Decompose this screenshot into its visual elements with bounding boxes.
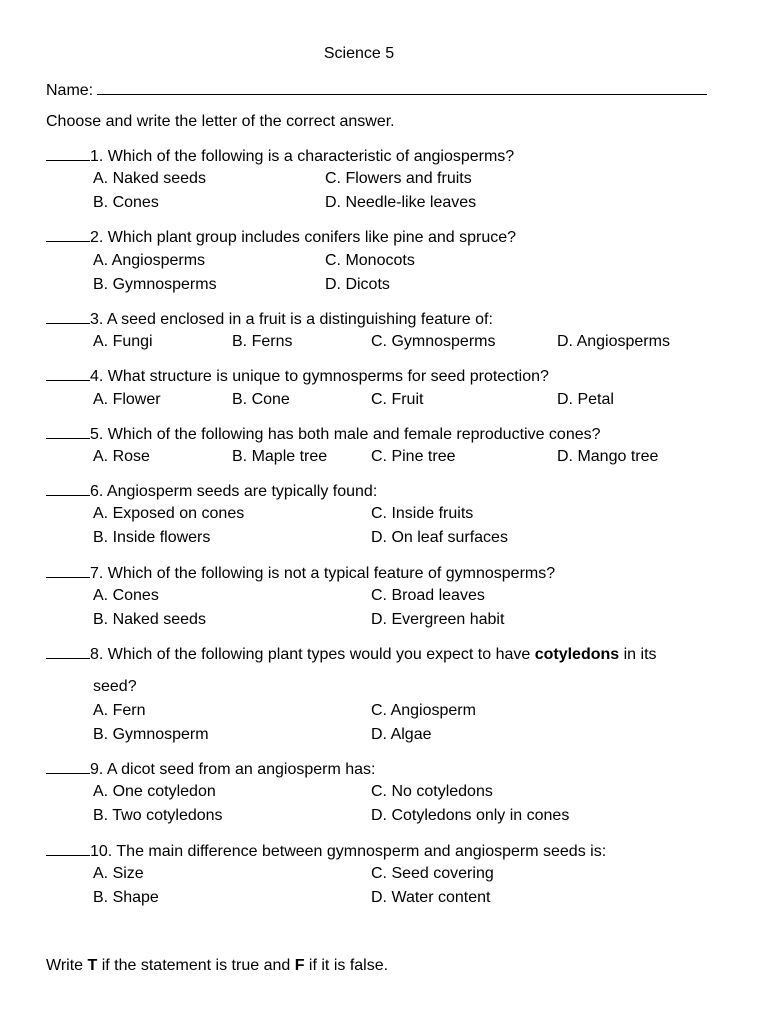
option-b: B. Naked seeds bbox=[93, 611, 206, 628]
answer-blank[interactable] bbox=[46, 562, 90, 578]
part2-instructions bbox=[46, 956, 388, 976]
option-a: A. Angiosperms bbox=[93, 252, 206, 269]
option-d: D. Dicots bbox=[325, 276, 390, 293]
option-c: C. Pine tree bbox=[371, 448, 456, 465]
option-b: B. Inside flowers bbox=[93, 529, 211, 546]
name-label: Name: bbox=[46, 82, 94, 99]
question-stem: 3. A seed enclosed in a fruit is a distinguishing feature of: bbox=[90, 311, 493, 328]
part2-text: if the statement is true and bbox=[97, 957, 295, 974]
question-stem: 7. Which of the following is not a typical feature of gymnosperms? bbox=[90, 565, 556, 582]
option-c: C. Angiosperm bbox=[371, 702, 476, 719]
question-5 bbox=[46, 423, 601, 445]
question-1 bbox=[46, 145, 514, 167]
option-b: B. Shape bbox=[93, 889, 159, 906]
option-c: C. Seed covering bbox=[371, 865, 494, 882]
question-stem-continued: seed? bbox=[93, 678, 137, 695]
option-b: B. Gymnosperms bbox=[93, 276, 217, 293]
question-7 bbox=[46, 562, 555, 584]
option-c: C. Broad leaves bbox=[371, 587, 485, 604]
option-a: A. Rose bbox=[93, 448, 150, 465]
false-letter: F bbox=[294, 957, 305, 974]
question-stem: 1. Which of the following is a characteristic of angiosperms? bbox=[90, 148, 515, 165]
question-6 bbox=[46, 480, 377, 502]
answer-blank[interactable] bbox=[46, 145, 90, 161]
answer-blank[interactable] bbox=[46, 840, 90, 856]
option-d: D. Water content bbox=[371, 889, 491, 906]
name-blank[interactable] bbox=[97, 78, 707, 95]
question-keyword: cotyledons bbox=[534, 646, 620, 663]
answer-blank[interactable] bbox=[46, 226, 90, 242]
question-4 bbox=[46, 365, 549, 387]
option-b: B. Gymnosperm bbox=[93, 726, 209, 743]
part2-text: Write bbox=[46, 957, 88, 974]
part2-text: if it is false. bbox=[304, 957, 389, 974]
answer-blank[interactable] bbox=[46, 365, 90, 381]
option-c: C. Inside fruits bbox=[371, 505, 474, 522]
answer-blank[interactable] bbox=[46, 308, 90, 324]
option-c: C. Monocots bbox=[325, 252, 415, 269]
option-c: C. Flowers and fruits bbox=[325, 170, 472, 187]
answer-blank[interactable] bbox=[46, 643, 90, 659]
option-b: B. Two cotyledons bbox=[93, 807, 223, 824]
name-row bbox=[46, 78, 707, 101]
question-9 bbox=[46, 758, 376, 780]
option-a: A. Cones bbox=[93, 587, 159, 604]
question-10 bbox=[46, 840, 606, 862]
option-c: C. Gymnosperms bbox=[371, 333, 496, 350]
option-d: D. Needle-like leaves bbox=[325, 194, 477, 211]
answer-blank[interactable] bbox=[46, 423, 90, 439]
option-b: B. Cones bbox=[93, 194, 159, 211]
question-stem: 8. Which of the following plant types would you expect to have bbox=[90, 646, 535, 663]
option-d: D. Mango tree bbox=[557, 448, 659, 465]
question-3 bbox=[46, 308, 493, 330]
option-d: D. Petal bbox=[557, 391, 614, 408]
option-b: B. Maple tree bbox=[232, 448, 328, 465]
question-8 bbox=[46, 643, 657, 665]
page-title: Science 5 bbox=[323, 45, 395, 62]
option-b: B. Ferns bbox=[232, 333, 293, 350]
option-d: D. On leaf surfaces bbox=[371, 529, 508, 546]
question-2 bbox=[46, 226, 516, 248]
answer-blank[interactable] bbox=[46, 758, 90, 774]
option-a: A. One cotyledon bbox=[93, 783, 216, 800]
question-stem-end: in its bbox=[619, 646, 657, 663]
option-a: A. Size bbox=[93, 865, 144, 882]
answer-blank[interactable] bbox=[46, 480, 90, 496]
option-d: D. Evergreen habit bbox=[371, 611, 505, 628]
question-stem: 10. The main difference between gymnosperm and angiosperm seeds is: bbox=[90, 843, 607, 860]
option-a: A. Fungi bbox=[93, 333, 153, 350]
option-c: C. Fruit bbox=[371, 391, 424, 408]
option-d: D. Cotyledons only in cones bbox=[371, 807, 570, 824]
option-a: A. Fern bbox=[93, 702, 146, 719]
option-d: D. Angiosperms bbox=[557, 333, 670, 350]
true-letter: T bbox=[87, 957, 98, 974]
option-a: A. Exposed on cones bbox=[93, 505, 245, 522]
question-stem: 2. Which plant group includes conifers like pine and spruce? bbox=[90, 229, 517, 246]
option-c: C. No cotyledons bbox=[371, 783, 493, 800]
instructions: Choose and write the letter of the correct answer. bbox=[46, 113, 395, 130]
question-stem: 9. A dicot seed from an angiosperm has: bbox=[90, 761, 376, 778]
option-d: D. Algae bbox=[371, 726, 432, 743]
question-stem: 4. What structure is unique to gymnosperms for seed protection? bbox=[90, 368, 549, 385]
option-a: A. Naked seeds bbox=[93, 170, 206, 187]
option-a: A. Flower bbox=[93, 391, 161, 408]
option-b: B. Cone bbox=[232, 391, 290, 408]
question-stem: 5. Which of the following has both male and female reproductive cones? bbox=[90, 426, 601, 443]
question-stem: 6. Angiosperm seeds are typically found: bbox=[90, 483, 378, 500]
